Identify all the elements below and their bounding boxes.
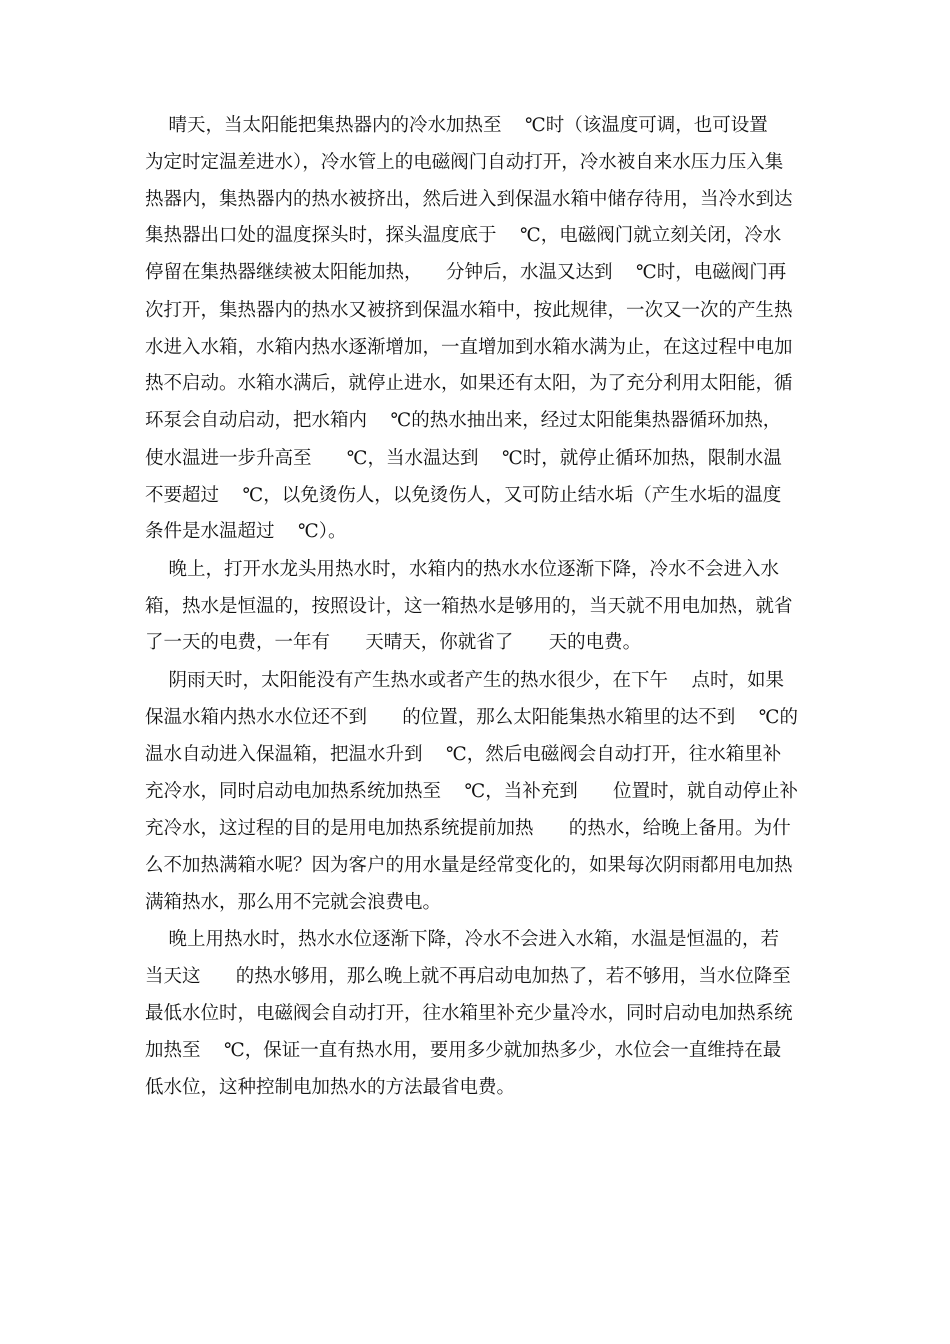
text-line: 热不启动。水箱水满后，就停止进水，如果还有太阳，为了充分利用太阳能，循 — [145, 373, 793, 394]
text-line: 阴雨天时，太阳能没有产生热水或者产生的热水很少，在下午 点时，如果 — [145, 670, 785, 691]
text-line: 么不加热满箱水呢？因为客户的用水量是经常变化的，如果每次阴雨都用电加热 — [145, 855, 793, 876]
text-line: 箱，热水是恒温的，按照设计，这一箱热水是够用的，当天就不用电加热，就省 — [145, 596, 793, 617]
text-line: 水进入水箱，水箱内热水逐渐增加，一直增加到水箱水满为止，在这过程中电加 — [145, 337, 793, 358]
text-line: 保温水箱内热水水位还不到 的位置，那么太阳能集热水箱里的达不到 ℃的 — [145, 707, 799, 728]
text-line: 最低水位时，电磁阀会自动打开，往水箱里补充少量冷水，同时启动电加热系统 — [145, 1003, 793, 1024]
text-line: 充冷水，这过程的目的是用电加热系统提前加热 的热水，给晚上备用。为什 — [145, 818, 791, 839]
text-line: 晚上，打开水龙头用热水时，水箱内的热水水位逐渐下降，冷水不会进入水 — [145, 559, 780, 580]
text-line: 当天这 的热水够用，那么晚上就不再启动电加热了，若不够用，当水位降至 — [145, 966, 791, 987]
text-line: 停留在集热器继续被太阳能加热， 分钟后，水温又达到 ℃时，电磁阀门再 — [145, 262, 787, 283]
text-line: 低水位，这种控制电加热水的方法最省电费。 — [145, 1077, 516, 1098]
text-line: 加热至 ℃，保证一直有热水用，要用多少就加热多少，水位会一直维持在最 — [145, 1040, 782, 1061]
text-line: 不要超过 ℃，以免烫伤人，以免烫伤人，又可防止结水垢（产生水垢的温度 — [145, 485, 782, 506]
text-line: 使水温进一步升高至 ℃，当水温达到 ℃时，就停止循环加热，限制水温 — [145, 448, 782, 469]
text-line: 热器内，集热器内的热水被挤出，然后进入到保温水箱中储存待用，当冷水到达 — [145, 189, 793, 210]
text-line: 次打开，集热器内的热水又被挤到保温水箱中，按此规律，一次又一次的产生热 — [145, 300, 793, 321]
text-line: 集热器出口处的温度探头时，探头温度底于 ℃，电磁阀门就立刻关闭，冷水 — [145, 225, 782, 246]
text-line: 晚上用热水时，热水水位逐渐下降，冷水不会进入水箱，水温是恒温的，若 — [145, 929, 780, 950]
text-line: 温水自动进入保温箱，把温水升到 ℃，然后电磁阀会自动打开，往水箱里补 — [145, 744, 782, 765]
text-line: 充冷水，同时启动电加热系统加热至 ℃，当补充到 位置时，就自动停止补 — [145, 781, 799, 802]
text-line: 环泵会自动启动，把水箱内 ℃的热水抽出来，经过太阳能集热器循环加热， — [145, 410, 782, 431]
text-line: 满箱热水，那么用不完就会浪费电。 — [145, 892, 442, 913]
text-line: 了一天的电费，一年有 天晴天，你就省了 天的电费。 — [145, 632, 642, 653]
text-line: 晴天，当太阳能把集热器内的冷水加热至 ℃时（该温度可调，也可设置 — [145, 115, 768, 136]
text-line: 条件是水温超过 ℃）。 — [145, 521, 347, 542]
text-line: 为定时定温差进水），冷水管上的电磁阀门自动打开，冷水被自来水压力压入集 — [145, 152, 784, 173]
